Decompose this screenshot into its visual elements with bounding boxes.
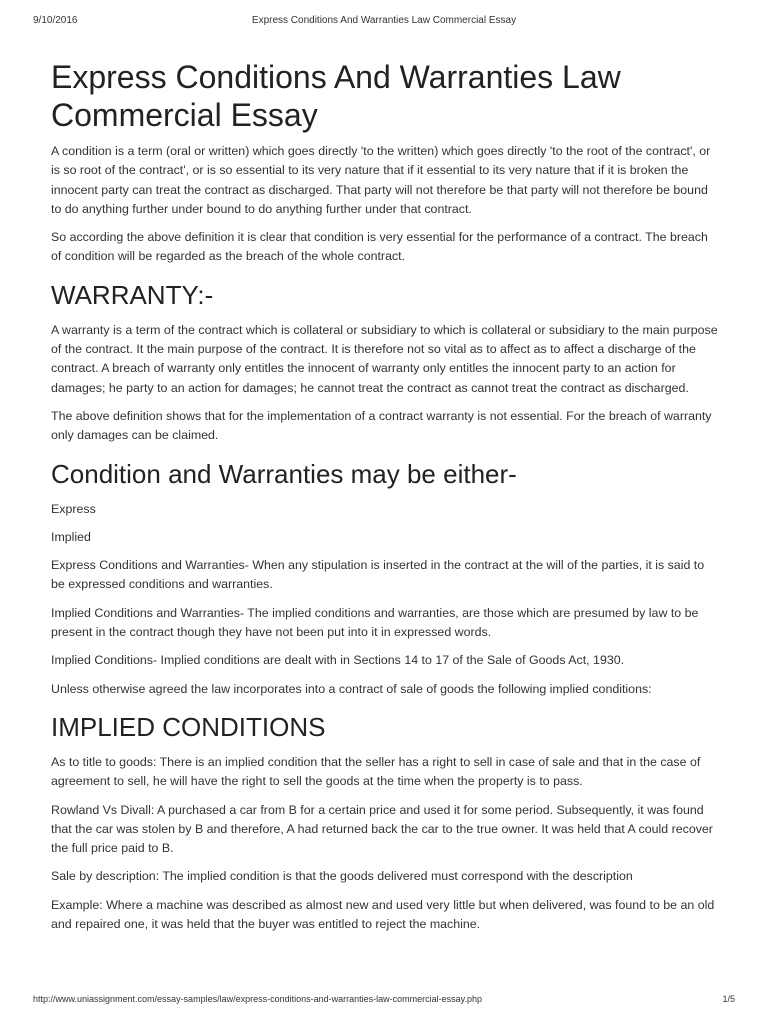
page-url: http://www.uniassignment.com/essay-samples/law/express-conditions-and-warranties-law-commercial-essay.php [33,994,483,1004]
paragraph-sale-by-description: Sale by description: The implied condition is that the goods delivered must correspond with the description [51,869,633,884]
page-number: 1/5 [722,994,735,1004]
paragraph-rowland-vs-divall: Rowland Vs Divall: A purchased a car from B for a certain price and used it for some period. Subsequently, it was found that the car was stolen by B and therefore, A had returned back the car to the true owner. It was held that A could recover the full price paid to B. [51,802,713,856]
print-header [0,15,768,31]
paragraph-implied-conditions-warranties: Implied Conditions and Warranties- The implied conditions and warranties, are those which are presumed by law to be present in the contract though they have not been put into it in expressed words. [51,605,699,640]
list-item-express: Express [51,501,96,516]
print-footer [0,994,768,1008]
heading-implied-conditions: IMPLIED CONDITIONS [51,711,326,742]
heading-warranty: WARRANTY:- [51,279,214,310]
paragraph-example-machine: Example: Where a machine was described as almost new and used very little but when delivered, was found to be an old and repaired one, it was held that the buyer was entitled to reject the machine. [51,897,715,932]
paragraph-warranty-damages: The above definition shows that for the implementation of a contract warranty is not essential. For the breach of warranty only damages can be claimed. [51,408,712,443]
paragraph-warranty-definition: A warranty is a term of the contract which is collateral or subsidiary to which is collateral or subsidiary to the main purpose of the contract. It the main purpose of the contract. It is therefore not so vital as to affect as to affect a discharge of the contract. A breach of warranty only entitles the innocent of warranty only entitles the innocent party to an action for damages; he party to an action for damages; he cannot treat the contract as cannot treat the contract as discharged. [51,322,718,395]
paragraph-express-conditions: Express Conditions and Warranties- When any stipulation is inserted in the contract at the will of the parties, it is said to be expressed conditions and warranties. [51,558,705,592]
paragraph-title-to-goods: As to title to goods: There is an implied condition that the seller has a right to sell in case of sale and that in the case of agreement to sell, he will have the right to sell the goods at the time when the property is to pass. [51,754,701,789]
paragraph-unless-agreed: Unless otherwise agreed the law incorporates into a contract of sale of goods the following implied conditions: [51,681,652,696]
article [51,58,721,943]
heading-condition-warranties-either: Condition and Warranties may be either- [51,458,517,489]
paragraph-condition-definition: A condition is a term (oral or written) which goes directly 'to the written) which goes directly 'to the root of the contract', or is so root of the contract', or is so essential to its very nature that if it essential to its very nature that if it is broken the innocent party can treat the contract as discharged. That party will not therefore be that party will not therefore be bound to do anything further under bound to do anything further under that contract. [51,144,711,216]
paragraph-implied-conditions-sections: Implied Conditions- Implied conditions are dealt with in Sections 14 to 17 of the Sale of Goods Act, 1930. [51,653,625,668]
print-date: 9/10/2016 [33,15,78,26]
list-item-implied: Implied [51,529,91,544]
paragraph-condition-essential: So according the above definition it is clear that condition is very essential for the performance of a contract. The breach of condition will be regarded as the breach of the whole contract. [51,230,708,264]
print-title: Express Conditions And Warranties Law Commercial Essay [251,15,517,26]
article-title: Express Conditions And Warranties Law Commercial Essay [51,59,621,133]
